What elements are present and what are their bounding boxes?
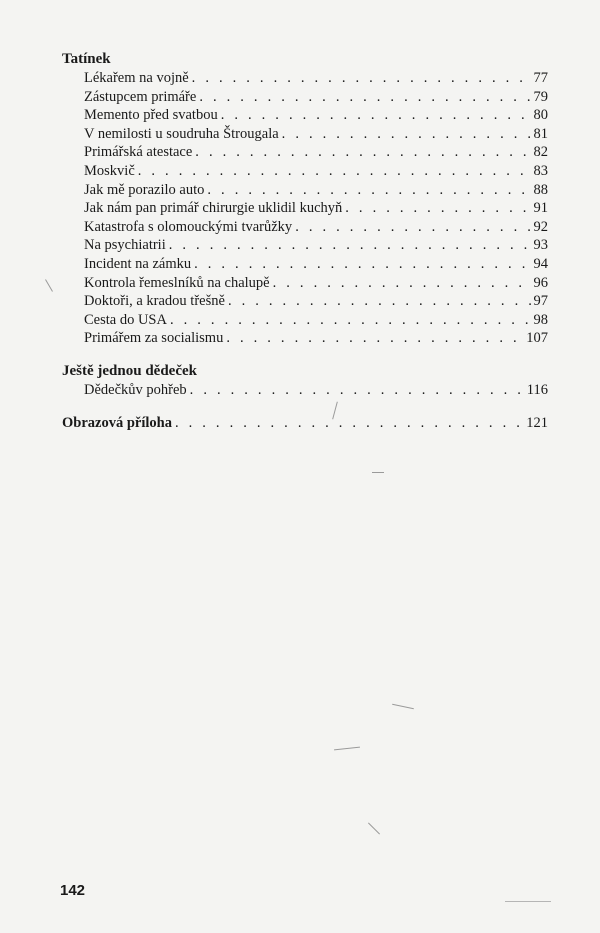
toc-entry-appendix	[62, 414, 548, 433]
toc-entry	[62, 181, 548, 200]
toc-entry	[62, 88, 548, 107]
entry-page-number: 79	[533, 88, 548, 105]
entry-page-number: 88	[533, 181, 548, 198]
entry-page-number: 93	[533, 237, 548, 254]
toc-entry	[62, 274, 548, 293]
toc-entry	[62, 236, 548, 255]
entry-title: Doktoři, a kradou třešně	[84, 293, 225, 310]
toc-entry	[62, 218, 548, 237]
dot-leader	[226, 329, 523, 348]
entry-page-number: 98	[533, 311, 548, 328]
dot-leader	[138, 162, 531, 181]
entry-page-number: 81	[533, 125, 548, 142]
toc-entry	[62, 292, 548, 311]
entry-title: Katastrofa s olomouckými tvarůžky	[84, 218, 293, 235]
dot-leader	[170, 311, 531, 330]
entry-page-number: 96	[533, 274, 548, 291]
toc-section-appendix	[62, 414, 548, 433]
entry-page-number: 80	[533, 107, 548, 124]
entry-title: Memento před svatbou	[84, 107, 218, 124]
dot-leader	[282, 125, 531, 144]
entry-page-number: 94	[533, 255, 548, 272]
paper-scratch	[372, 472, 384, 473]
table-of-contents	[62, 50, 548, 446]
toc-entry	[62, 311, 548, 330]
toc-entry	[62, 255, 548, 274]
dot-leader	[228, 292, 531, 311]
dot-leader	[190, 381, 524, 400]
entry-title: Na psychiatrii	[84, 237, 166, 254]
paper-scratch	[45, 279, 53, 292]
toc-entry	[62, 143, 548, 162]
page-number: 142	[60, 882, 86, 899]
section-title: Ještě jednou dědeček	[62, 362, 197, 379]
toc-entry	[62, 199, 548, 218]
entry-title: Jak nám pan primář chirurgie uklidil kuchyň	[84, 200, 343, 217]
entry-page-number: 116	[526, 381, 548, 398]
toc-section-tatinek	[62, 50, 548, 348]
entry-title: Zástupcem primáře	[84, 88, 197, 105]
entry-page-number: 97	[533, 293, 548, 310]
entry-title: Jak mě porazilo auto	[84, 181, 205, 198]
entry-page-number: 91	[533, 200, 548, 217]
entry-page-number: 82	[533, 144, 548, 161]
dot-leader	[273, 274, 531, 293]
dot-leader	[194, 255, 530, 274]
toc-entry	[62, 106, 548, 125]
toc-entry	[62, 69, 548, 88]
entry-page-number: 83	[533, 162, 548, 179]
paper-scratch	[392, 704, 414, 710]
dot-leader	[345, 199, 530, 218]
toc-entry	[62, 381, 548, 400]
toc-entry	[62, 329, 548, 348]
entry-title: Primářská atestace	[84, 144, 193, 161]
entry-title: Cesta do USA	[84, 311, 167, 328]
dot-leader	[169, 236, 531, 255]
entry-title: Dědečkův pohřeb	[84, 381, 187, 398]
section-title: Tatínek	[62, 51, 111, 67]
entry-page-number: 107	[526, 330, 548, 347]
entry-title: Moskvič	[84, 162, 135, 179]
dot-leader	[195, 143, 530, 162]
paper-scratch	[368, 822, 380, 834]
paper-scratch	[334, 747, 360, 751]
entry-page-number: 92	[533, 218, 548, 235]
entry-title: Obrazová příloha	[62, 414, 172, 431]
entry-title: Primářem za socialismu	[84, 330, 224, 347]
entry-page-number: 77	[533, 70, 548, 86]
dot-leader	[207, 181, 530, 200]
dot-leader	[175, 414, 523, 433]
dot-leader	[221, 106, 531, 125]
paper-scratch	[505, 901, 551, 902]
toc-entry	[62, 125, 548, 144]
entry-page-number: 121	[526, 414, 548, 431]
toc-entry	[62, 162, 548, 181]
entry-title: Kontrola řemeslníků na chalupě	[84, 274, 270, 291]
toc-section-jeste-jednou-dedecek	[62, 362, 548, 400]
entry-title: Lékařem na vojně	[84, 70, 189, 86]
entry-title: Incident na zámku	[84, 255, 192, 272]
entry-title: V nemilosti u soudruha Štrougala	[84, 125, 279, 142]
dot-leader	[192, 69, 531, 88]
dot-leader	[199, 88, 530, 107]
dot-leader	[295, 218, 530, 237]
